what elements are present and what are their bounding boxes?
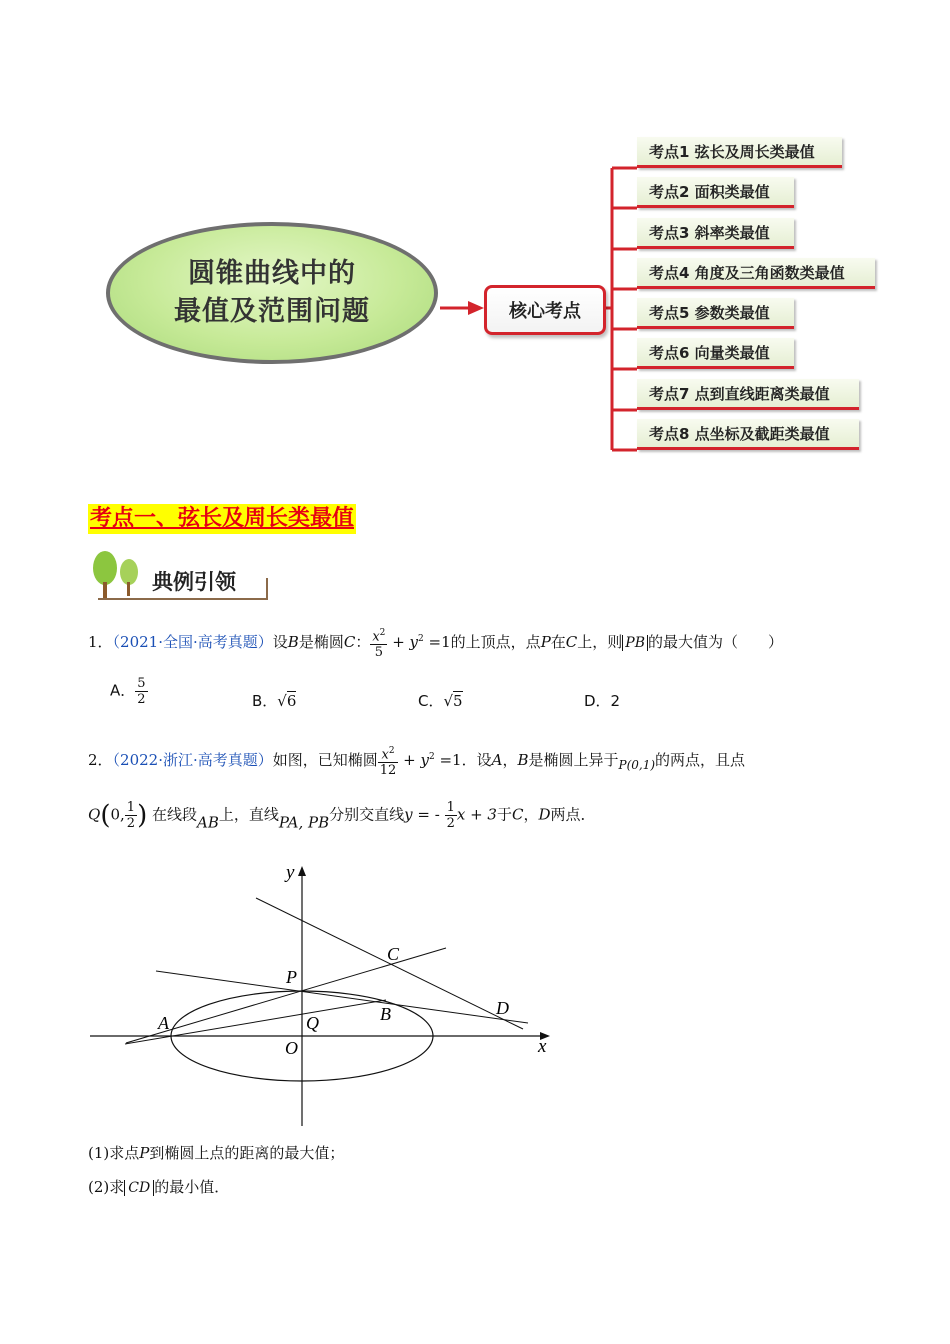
- mindmap-item-6: 考点6 向量类最值: [637, 338, 794, 369]
- q2-C: C: [511, 805, 524, 824]
- q2-y: y: [420, 751, 429, 770]
- q2-Q-den: 2: [126, 816, 136, 831]
- label-B: B: [380, 1004, 391, 1024]
- mindmap-center-line2: 最值及范围问题: [174, 296, 370, 327]
- q2-line-rest: x + 3: [456, 805, 497, 824]
- q2-text-4: 的两点，且点: [655, 751, 746, 770]
- mindmap-item-4: 考点4 角度及三角函数类最值: [637, 258, 875, 289]
- mindmap-item-1: 考点1 弦长及周长类最值: [637, 137, 842, 168]
- q1-text-3: 的上顶点，点: [450, 633, 541, 652]
- q1-option-a-num: 5: [137, 676, 146, 691]
- question-1: [88, 626, 783, 660]
- part1-pre: (1)求点: [88, 1144, 140, 1162]
- q2-comma: ，: [502, 751, 518, 770]
- q1-text-4: 在: [550, 633, 566, 652]
- q2-source: （2022·浙江·高考真题）: [112, 751, 273, 770]
- q2-x-exp: 2: [388, 746, 395, 756]
- q1-C2: C: [565, 633, 578, 652]
- q2-plus: +: [403, 751, 416, 770]
- example-label: 典例引领: [152, 570, 236, 594]
- q2-text-5: 在线段: [152, 805, 198, 824]
- q2-Q: Q: [88, 805, 101, 824]
- label-P: P: [286, 967, 297, 987]
- question-2-line-1: [88, 744, 745, 778]
- label-y: y: [286, 862, 295, 883]
- label-x: x: [538, 1036, 547, 1057]
- q2-AB: AB: [197, 813, 219, 832]
- q2-line-eq: = -: [417, 805, 440, 824]
- label-Q: Q: [306, 1013, 319, 1033]
- q1-y-exp: 2: [418, 634, 424, 645]
- q1-text-6: 的最大值为（ ）: [648, 633, 784, 652]
- q2-line-y: y: [404, 805, 413, 824]
- q1-text-5: 上，则: [577, 633, 623, 652]
- mindmap-item-8: 考点8 点坐标及截距类最值: [637, 419, 859, 450]
- part2-post: 的最小值．: [154, 1178, 230, 1196]
- q1-fraction: [370, 626, 387, 660]
- mindmap-item-5: 考点5 参数类最值: [637, 298, 794, 329]
- question-2-part-1: [88, 1142, 344, 1163]
- q2-text-8: 于: [496, 805, 512, 824]
- mindmap-item-3: 考点3 斜率类最值: [637, 218, 794, 249]
- q2-text-7: 分别交直线: [329, 805, 405, 824]
- y-axis-arrow: [298, 866, 306, 876]
- q2-fraction: [378, 744, 399, 778]
- part1-P: P: [139, 1144, 150, 1162]
- q2-PAPB: PA, PB: [278, 813, 330, 832]
- q1-C: C: [343, 633, 356, 652]
- q2-D: D: [538, 805, 551, 824]
- q2-text-1: 如图，已知椭圆: [272, 751, 378, 770]
- q2-eq: =1: [439, 751, 462, 770]
- label-D: D: [496, 998, 509, 1018]
- q2-text-6: 上，直线: [218, 805, 279, 824]
- q2-den: 12: [379, 763, 397, 779]
- part2-CD: CD: [128, 1180, 151, 1196]
- section-title: 考点一、弦长及周长类最值: [88, 504, 356, 534]
- q2-text-9: 两点．: [550, 805, 596, 824]
- label-C: C: [387, 944, 400, 964]
- q1-text-2: 是椭圆: [298, 633, 344, 652]
- q2-A: A: [491, 751, 503, 770]
- question-2-line-2: Q(0, $\frac{1}{2}$ ) 在线段AB上，直线PA, PB分别交直线y = - $\frac{1}{2}$ x + 3于C，D两点．: [88, 800, 596, 832]
- mindmap-center-line1: 圆锥曲线中的: [188, 258, 356, 289]
- q1-option-d[interactable]: D．2: [584, 692, 621, 710]
- q1-option-b-label: B．: [252, 692, 278, 710]
- q1-x-exp: 2: [379, 628, 386, 638]
- mindmap-item-7: 考点7 点到直线距离类最值: [637, 379, 859, 410]
- q2-Q-zero: 0,: [110, 805, 125, 824]
- part1-post: 到椭圆上点的距离的最大值；: [149, 1144, 345, 1162]
- q2-Q-num: 1: [126, 800, 136, 815]
- q2-y-exp: 2: [428, 752, 435, 763]
- q2-line-num: 1: [446, 800, 455, 815]
- q1-option-c-value: 5: [453, 692, 463, 710]
- part2-pre: (2)求: [88, 1178, 125, 1196]
- mindmap-item-2: 考点2 面积类最值: [637, 177, 794, 208]
- q1-text-1: 设: [272, 633, 288, 652]
- question-2-part-2: [88, 1176, 229, 1197]
- q1-P: P: [540, 633, 551, 652]
- label-O: O: [285, 1038, 298, 1058]
- q1-eq: =1: [428, 633, 451, 652]
- q2-text-3: 是椭圆上异于: [528, 751, 619, 770]
- ellipse-figure: [80, 856, 570, 1132]
- q1-option-b[interactable]: B．√6: [252, 692, 297, 710]
- q1-plus: +: [392, 633, 405, 652]
- q1-option-a[interactable]: [110, 676, 148, 707]
- q1-option-c[interactable]: C．√5: [418, 692, 463, 710]
- q1-y: y: [409, 633, 419, 652]
- q1-number: 1．: [88, 633, 113, 652]
- q2-number: 2．: [88, 751, 113, 770]
- q2-P01: P(0,1): [618, 758, 656, 773]
- q2-text-2: ．设: [461, 751, 492, 770]
- q1-source: （2021·全国·高考真题）: [112, 633, 273, 652]
- q1-option-a-den: 2: [137, 692, 146, 707]
- q1-x: x: [372, 629, 380, 645]
- q1-option-a-label: A．: [110, 681, 136, 700]
- mindmap-core-node: 核心考点: [484, 285, 606, 335]
- q1-den: 5: [374, 645, 383, 661]
- q1-B: B: [287, 633, 299, 652]
- q1-PB: PB: [625, 635, 646, 652]
- q2-B: B: [517, 751, 529, 770]
- q1-option-b-value: 6: [286, 692, 297, 710]
- q2-comma-2: ，: [523, 805, 539, 824]
- label-A: A: [158, 1013, 169, 1033]
- q1-colon: ：: [355, 633, 371, 652]
- q2-line-den: 2: [446, 816, 455, 831]
- q1-option-c-label: C．: [418, 692, 444, 710]
- q2-x: x: [381, 747, 389, 763]
